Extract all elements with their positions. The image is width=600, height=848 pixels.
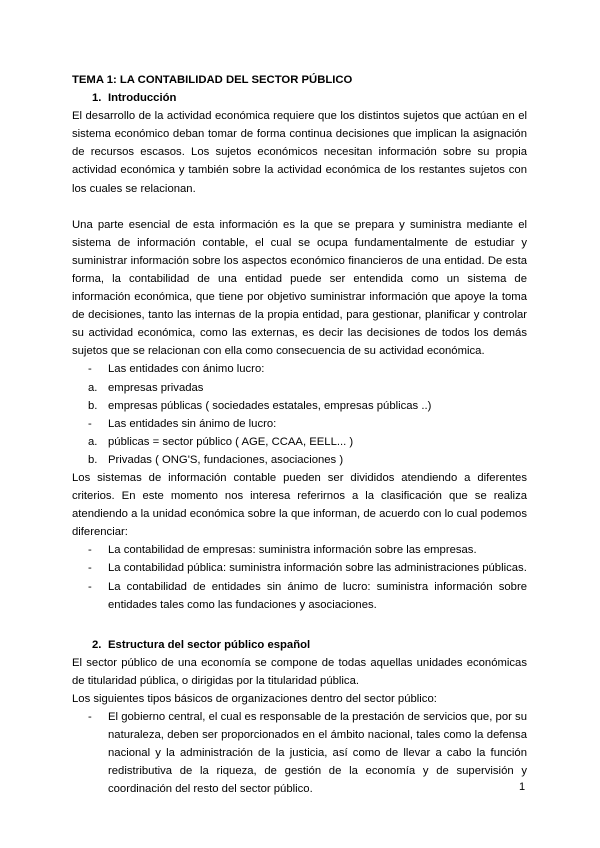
section-1-number: 1. — [92, 92, 102, 105]
list-marker: b. — [88, 453, 98, 466]
section-2-paragraph-2: Los siguientes tipos básicos de organizaciones dentro del sector público: — [72, 693, 437, 705]
entity-types-list — [72, 360, 527, 469]
list-item-text: empresas públicas ( sociedades estatales, empresas públicas ..) — [108, 399, 432, 412]
list-item-text: Las entidades sin ánimo de lucro: — [108, 417, 277, 430]
list-item-text: La contabilidad de empresas: suministra información sobre las empresas. — [108, 544, 477, 557]
list-marker: - — [88, 580, 92, 593]
page-number: 1 — [519, 781, 526, 793]
list-item — [72, 379, 527, 397]
paragraph-gap — [72, 198, 527, 216]
section-2-number: 2. — [92, 638, 102, 651]
accounting-types-list — [72, 541, 527, 613]
section-1-paragraph-1: El desarrollo de la actividad económica requiere que los distintos sujetos que actúan en el sistema económico deban tomar de forma continua decisiones que implican la asignación de recursos escasos. Los sujetos económicos necesitan información sobre su propia actividad económica y también sobre la actividad económica de los restantes sujetos con los cuales se relacionan. — [72, 110, 527, 195]
paragraph-gap — [72, 614, 527, 632]
list-marker: - — [88, 417, 92, 430]
list-marker: - — [88, 562, 92, 575]
section-2-paragraph-1: El sector público de una economía se compone de todas aquellas unidades económicas de titularidad pública, o dirigidas por la titularidad pública. — [72, 656, 527, 687]
list-marker: - — [88, 711, 92, 724]
list-item-text: Privadas ( ONG'S, fundaciones, asociaciones ) — [108, 453, 344, 466]
list-marker: - — [88, 544, 92, 557]
list-item — [72, 415, 527, 433]
section-2-heading — [72, 636, 527, 654]
list-item — [72, 578, 527, 614]
list-item — [72, 559, 527, 577]
list-item — [72, 397, 527, 415]
document-title: TEMA 1: LA CONTABILIDAD DEL SECTOR PÚBLICO — [72, 74, 353, 86]
list-item — [72, 360, 527, 378]
list-item-text: La contabilidad pública: suministra información sobre las administraciones públicas. — [108, 562, 527, 575]
list-item-text: La contabilidad de entidades sin ánimo de lucro: suministra información sobre entidades tales como las fundaciones y asociaciones. — [108, 580, 527, 611]
list-item — [72, 541, 527, 559]
section-1-paragraph-3: Los sistemas de información contable pueden ser divididos atendiendo a diferentes criterios. En este momento nos interesa referirnos a la clasificación que se realiza atendiendo a la unidad económica sobre la que informan, de acuerdo con lo cual podemos diferenciar: — [72, 471, 527, 539]
list-marker: a. — [88, 435, 98, 448]
list-item — [72, 708, 527, 798]
list-item — [72, 433, 527, 451]
public-sector-organizations-list — [72, 708, 527, 798]
section-1-heading — [72, 89, 527, 107]
list-item-text: públicas = sector público ( AGE, CCAA, EELL... ) — [108, 435, 354, 448]
section-2-title: Estructura del sector público español — [108, 638, 311, 651]
list-item-text: Las entidades con ánimo lucro: — [108, 363, 265, 376]
section-1-paragraph-2: Una parte esencial de esta información es la que se prepara y suministra mediante el sistema de información contable, el cual se ocupa fundamentalmente de estudiar y suministrar información sobre los aspectos económico financieros de una entidad. De esta forma, la contabilidad de una entidad puede ser entendida como un sistema de información económica, que tiene por objetivo suministrar información que apoye la toma de decisiones, tanto las internas de la propia entidad, para gestionar, planificar y controlar su actividad económica, como las externas, es decir las decisiones de todos los demás sujetos que se relacionan con ella como consecuencia de su actividad económica. — [72, 218, 527, 358]
list-item — [72, 451, 527, 469]
list-marker: b. — [88, 399, 98, 412]
page-content — [72, 71, 527, 799]
section-1-title: Introducción — [108, 92, 177, 105]
list-item-text: empresas privadas — [108, 381, 204, 394]
list-marker: a. — [88, 381, 98, 394]
list-item-text: El gobierno central, el cual es responsable de la prestación de servicios que, por su naturaleza, deben ser proporcionados en el ámbito nacional, tales como la defensa nacional y la administración de la justicia, así como de llevar a cabo la función redistributiva de la riqueza, de gestión de la economía y de supervisión y coordinación del resto del sector público. — [108, 711, 527, 796]
list-marker: - — [88, 363, 92, 376]
